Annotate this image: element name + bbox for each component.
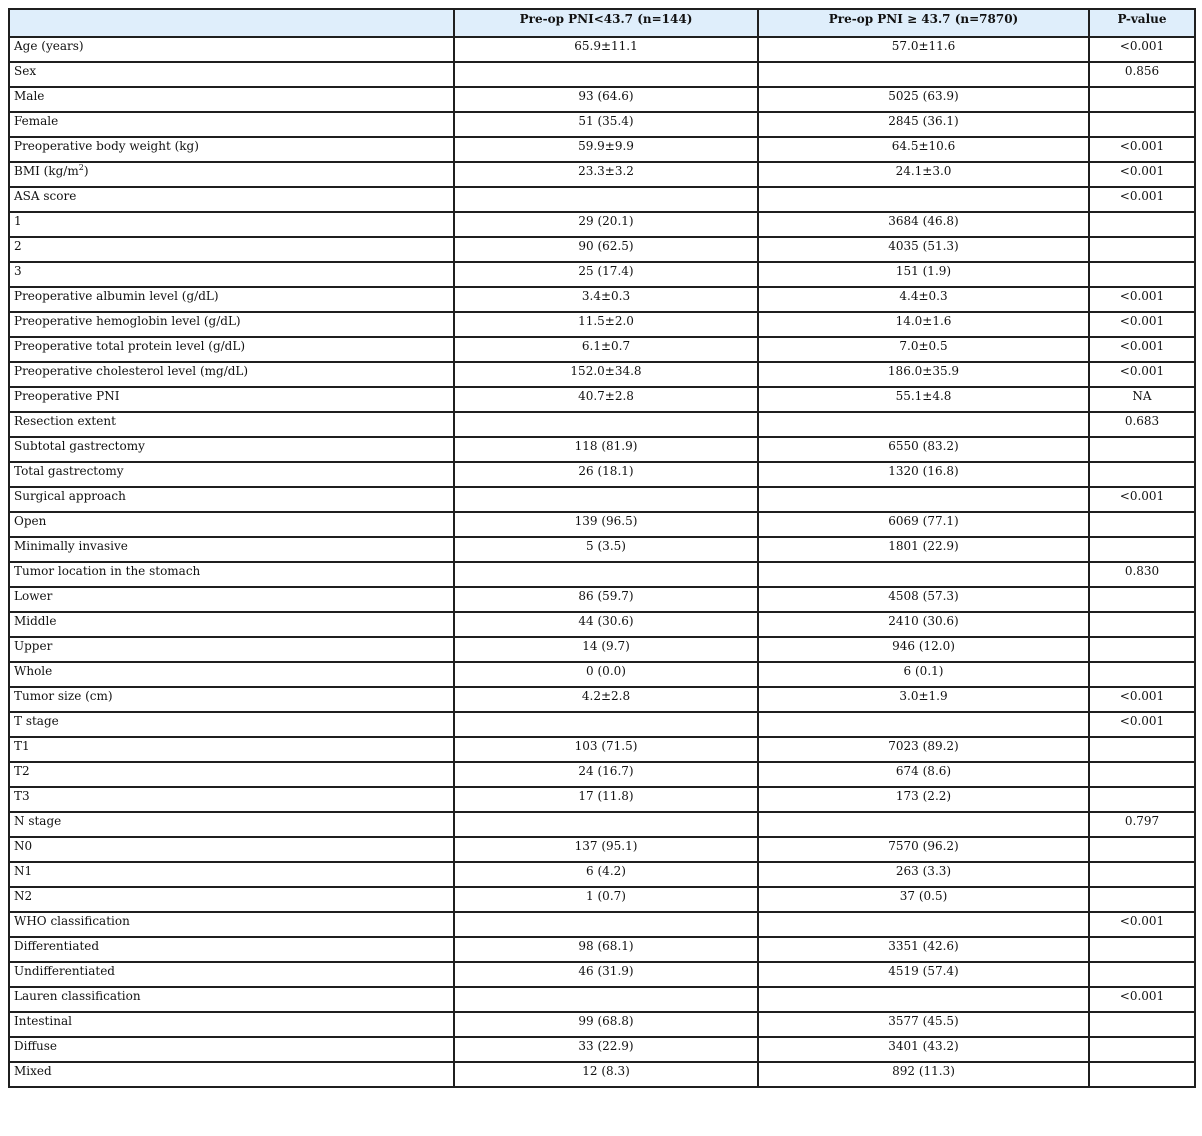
row-label-text: 3 (14, 264, 22, 278)
cell-pni-low: 118 (81.9) (454, 437, 758, 462)
table-row (9, 337, 1195, 362)
row-label (9, 487, 454, 512)
cell-p-value: 0.797 (1089, 812, 1195, 837)
table-row (9, 687, 1195, 712)
table-row (9, 312, 1195, 337)
table-header (9, 9, 1195, 37)
cell-pni-low: 24 (16.7) (454, 762, 758, 787)
table-row (9, 987, 1195, 1012)
row-label-text: Intestinal (14, 1014, 72, 1028)
cell-p-value: <0.001 (1089, 37, 1195, 62)
row-label-text: Surgical approach (14, 489, 126, 503)
table-row (9, 487, 1195, 512)
table-row (9, 562, 1195, 587)
cell-pni-low: 59.9±9.9 (454, 137, 758, 162)
table-row (9, 62, 1195, 87)
row-label-text: Female (14, 114, 59, 128)
cell-pni-high: 186.0±35.9 (758, 362, 1089, 387)
row-label (9, 937, 454, 962)
row-label-suffix: ) (83, 164, 89, 178)
cell-p-value: <0.001 (1089, 912, 1195, 937)
cell-pni-low (454, 712, 758, 737)
characteristics-table (8, 8, 1196, 1088)
table-container (8, 8, 1196, 1088)
row-label-text: Preoperative body weight (kg) (14, 139, 199, 153)
cell-pni-high: 4519 (57.4) (758, 962, 1089, 987)
table-row (9, 462, 1195, 487)
table-row (9, 87, 1195, 112)
cell-pni-high (758, 487, 1089, 512)
row-label-text: 1 (14, 214, 22, 228)
cell-pni-high: 3401 (43.2) (758, 1037, 1089, 1062)
table-row (9, 537, 1195, 562)
cell-pni-low: 44 (30.6) (454, 612, 758, 637)
cell-pni-low: 5 (3.5) (454, 537, 758, 562)
cell-pni-low (454, 912, 758, 937)
row-label-text: Middle (14, 614, 57, 628)
row-label (9, 337, 454, 362)
cell-pni-high: 1320 (16.8) (758, 462, 1089, 487)
table-row (9, 637, 1195, 662)
cell-pni-low: 65.9±11.1 (454, 37, 758, 62)
table-row (9, 612, 1195, 637)
row-label-text: T stage (14, 714, 59, 728)
cell-pni-low: 33 (22.9) (454, 1037, 758, 1062)
cell-pni-high: 7570 (96.2) (758, 837, 1089, 862)
row-label-text: Mixed (14, 1064, 52, 1078)
cell-pni-low: 98 (68.1) (454, 937, 758, 962)
row-label-text: Whole (14, 664, 53, 678)
cell-pni-high: 151 (1.9) (758, 262, 1089, 287)
row-label (9, 137, 454, 162)
cell-pni-high: 3577 (45.5) (758, 1012, 1089, 1037)
row-label (9, 312, 454, 337)
table-row (9, 787, 1195, 812)
table-row (9, 962, 1195, 987)
row-label (9, 87, 454, 112)
cell-p-value (1089, 262, 1195, 287)
cell-p-value (1089, 462, 1195, 487)
cell-p-value: <0.001 (1089, 362, 1195, 387)
row-label-text: Resection extent (14, 414, 116, 428)
cell-p-value (1089, 512, 1195, 537)
cell-pni-low (454, 412, 758, 437)
cell-pni-high: 6 (0.1) (758, 662, 1089, 687)
table-row (9, 437, 1195, 462)
table-row (9, 262, 1195, 287)
row-label-text: Sex (14, 64, 37, 78)
row-label-text: Diffuse (14, 1039, 57, 1053)
row-label-superscript: 2 (78, 163, 84, 172)
cell-pni-high: 5025 (63.9) (758, 87, 1089, 112)
cell-pni-high: 37 (0.5) (758, 887, 1089, 912)
cell-pni-low: 3.4±0.3 (454, 287, 758, 312)
cell-p-value: <0.001 (1089, 712, 1195, 737)
cell-pni-high: 24.1±3.0 (758, 162, 1089, 187)
row-label (9, 62, 454, 87)
row-label (9, 437, 454, 462)
row-label-text: Lauren classification (14, 989, 141, 1003)
cell-pni-low: 137 (95.1) (454, 837, 758, 862)
row-label-text: Differentiated (14, 939, 100, 953)
row-label (9, 737, 454, 762)
table-row (9, 762, 1195, 787)
table-row (9, 912, 1195, 937)
row-label (9, 387, 454, 412)
row-label-text: Open (14, 514, 47, 528)
cell-pni-high: 7023 (89.2) (758, 737, 1089, 762)
cell-pni-high: 3.0±1.9 (758, 687, 1089, 712)
cell-p-value (1089, 537, 1195, 562)
cell-p-value: NA (1089, 387, 1195, 412)
row-label-text: Preoperative cholesterol level (mg/dL) (14, 364, 249, 378)
cell-pni-low: 25 (17.4) (454, 262, 758, 287)
row-label (9, 637, 454, 662)
table-row (9, 412, 1195, 437)
row-label (9, 237, 454, 262)
table-row (9, 237, 1195, 262)
cell-pni-high: 55.1±4.8 (758, 387, 1089, 412)
row-label (9, 262, 454, 287)
cell-p-value (1089, 662, 1195, 687)
cell-p-value (1089, 887, 1195, 912)
cell-pni-low (454, 562, 758, 587)
row-label-text: Lower (14, 589, 53, 603)
row-label (9, 762, 454, 787)
cell-pni-low: 93 (64.6) (454, 87, 758, 112)
row-label-text: Subtotal gastrectomy (14, 439, 145, 453)
cell-p-value (1089, 637, 1195, 662)
cell-p-value (1089, 762, 1195, 787)
row-label (9, 812, 454, 837)
cell-p-value: <0.001 (1089, 312, 1195, 337)
cell-p-value (1089, 787, 1195, 812)
cell-p-value (1089, 862, 1195, 887)
cell-p-value (1089, 587, 1195, 612)
row-label (9, 687, 454, 712)
row-label-text: Upper (14, 639, 53, 653)
table-row (9, 37, 1195, 62)
cell-pni-low (454, 187, 758, 212)
row-label-text: T1 (14, 739, 30, 753)
cell-p-value: 0.830 (1089, 562, 1195, 587)
row-label (9, 837, 454, 862)
table-row (9, 362, 1195, 387)
row-label (9, 162, 454, 187)
cell-pni-high: 6069 (77.1) (758, 512, 1089, 537)
table-row (9, 1037, 1195, 1062)
cell-pni-low: 14 (9.7) (454, 637, 758, 662)
row-label (9, 362, 454, 387)
cell-pni-high (758, 712, 1089, 737)
cell-pni-low: 23.3±3.2 (454, 162, 758, 187)
table-row (9, 887, 1195, 912)
row-label-text: T3 (14, 789, 30, 803)
cell-pni-high (758, 412, 1089, 437)
row-label-text: BMI (kg/m (14, 164, 79, 178)
cell-p-value (1089, 87, 1195, 112)
row-label (9, 187, 454, 212)
table-row (9, 512, 1195, 537)
cell-pni-low: 12 (8.3) (454, 1062, 758, 1087)
cell-pni-high: 6550 (83.2) (758, 437, 1089, 462)
cell-pni-high: 14.0±1.6 (758, 312, 1089, 337)
cell-pni-high: 173 (2.2) (758, 787, 1089, 812)
cell-pni-low: 0 (0.0) (454, 662, 758, 687)
row-label-text: 2 (14, 239, 22, 253)
row-label-text: Preoperative albumin level (g/dL) (14, 289, 219, 303)
cell-pni-high: 892 (11.3) (758, 1062, 1089, 1087)
cell-pni-high (758, 812, 1089, 837)
cell-pni-high: 946 (12.0) (758, 637, 1089, 662)
table-body (9, 37, 1195, 1087)
row-label (9, 1037, 454, 1062)
cell-p-value (1089, 937, 1195, 962)
row-label (9, 912, 454, 937)
cell-pni-low: 6.1±0.7 (454, 337, 758, 362)
cell-p-value: 0.856 (1089, 62, 1195, 87)
cell-pni-high (758, 187, 1089, 212)
row-label-text: Preoperative total protein level (g/dL) (14, 339, 245, 353)
row-label (9, 512, 454, 537)
row-label (9, 612, 454, 637)
cell-p-value (1089, 212, 1195, 237)
row-label-text: Preoperative hemoglobin level (g/dL) (14, 314, 241, 328)
cell-p-value: <0.001 (1089, 162, 1195, 187)
cell-pni-high: 4.4±0.3 (758, 287, 1089, 312)
row-label (9, 212, 454, 237)
cell-p-value: <0.001 (1089, 137, 1195, 162)
cell-pni-high: 263 (3.3) (758, 862, 1089, 887)
cell-pni-low (454, 987, 758, 1012)
cell-p-value: <0.001 (1089, 987, 1195, 1012)
header-pni-high: Pre-op PNI ≥ 43.7 (n=7870) (758, 9, 1089, 37)
cell-pni-low: 1 (0.7) (454, 887, 758, 912)
table-row (9, 737, 1195, 762)
row-label-text: Tumor location in the stomach (14, 564, 201, 578)
cell-p-value (1089, 112, 1195, 137)
table-row (9, 1062, 1195, 1087)
row-label-text: Preoperative PNI (14, 389, 120, 403)
cell-pni-high: 64.5±10.6 (758, 137, 1089, 162)
table-row (9, 162, 1195, 187)
cell-p-value (1089, 437, 1195, 462)
table-row (9, 387, 1195, 412)
table-row (9, 812, 1195, 837)
row-label-text: N stage (14, 814, 62, 828)
row-label-text: Age (years) (14, 39, 84, 53)
cell-pni-high: 674 (8.6) (758, 762, 1089, 787)
cell-pni-low: 46 (31.9) (454, 962, 758, 987)
cell-pni-high: 3351 (42.6) (758, 937, 1089, 962)
cell-p-value: <0.001 (1089, 187, 1195, 212)
cell-pni-low: 11.5±2.0 (454, 312, 758, 337)
cell-pni-low: 4.2±2.8 (454, 687, 758, 712)
table-row (9, 187, 1195, 212)
cell-p-value (1089, 612, 1195, 637)
cell-p-value (1089, 1037, 1195, 1062)
cell-pni-low: 152.0±34.8 (454, 362, 758, 387)
cell-pni-high: 4508 (57.3) (758, 587, 1089, 612)
row-label (9, 712, 454, 737)
row-label-text: Total gastrectomy (14, 464, 124, 478)
cell-pni-low: 26 (18.1) (454, 462, 758, 487)
table-row (9, 137, 1195, 162)
cell-pni-low: 99 (68.8) (454, 1012, 758, 1037)
cell-pni-low (454, 812, 758, 837)
cell-p-value (1089, 1012, 1195, 1037)
cell-p-value: 0.683 (1089, 412, 1195, 437)
row-label (9, 587, 454, 612)
row-label (9, 1012, 454, 1037)
cell-pni-high: 4035 (51.3) (758, 237, 1089, 262)
cell-p-value: <0.001 (1089, 687, 1195, 712)
cell-pni-low (454, 487, 758, 512)
cell-pni-low: 86 (59.7) (454, 587, 758, 612)
table-row (9, 937, 1195, 962)
cell-pni-high (758, 912, 1089, 937)
cell-p-value (1089, 837, 1195, 862)
cell-p-value (1089, 737, 1195, 762)
cell-pni-high: 57.0±11.6 (758, 37, 1089, 62)
table-row (9, 712, 1195, 737)
header-p-value: P-value (1089, 9, 1195, 37)
row-label (9, 287, 454, 312)
row-label (9, 112, 454, 137)
table-row (9, 837, 1195, 862)
table-row (9, 587, 1195, 612)
cell-p-value (1089, 237, 1195, 262)
cell-pni-low: 29 (20.1) (454, 212, 758, 237)
cell-pni-high: 1801 (22.9) (758, 537, 1089, 562)
cell-pni-high (758, 562, 1089, 587)
row-label-text: T2 (14, 764, 30, 778)
cell-pni-low (454, 62, 758, 87)
table-row (9, 862, 1195, 887)
row-label-text: WHO classification (14, 914, 130, 928)
row-label (9, 537, 454, 562)
cell-pni-low: 6 (4.2) (454, 862, 758, 887)
cell-p-value: <0.001 (1089, 337, 1195, 362)
table-row (9, 112, 1195, 137)
row-label-text: N0 (14, 839, 33, 853)
row-label (9, 862, 454, 887)
cell-pni-high: 7.0±0.5 (758, 337, 1089, 362)
row-label (9, 412, 454, 437)
cell-pni-high: 2845 (36.1) (758, 112, 1089, 137)
cell-pni-low: 103 (71.5) (454, 737, 758, 762)
row-label-text: ASA score (14, 189, 77, 203)
row-label-text: Male (14, 89, 45, 103)
header-variable (9, 9, 454, 37)
row-label (9, 37, 454, 62)
cell-p-value (1089, 1062, 1195, 1087)
cell-p-value: <0.001 (1089, 287, 1195, 312)
cell-pni-low: 17 (11.8) (454, 787, 758, 812)
table-row (9, 287, 1195, 312)
table-row (9, 1012, 1195, 1037)
cell-p-value: <0.001 (1089, 487, 1195, 512)
cell-pni-low: 51 (35.4) (454, 112, 758, 137)
cell-pni-low: 139 (96.5) (454, 512, 758, 537)
row-label (9, 787, 454, 812)
row-label (9, 462, 454, 487)
row-label-text: Minimally invasive (14, 539, 128, 553)
table-row (9, 212, 1195, 237)
cell-pni-low: 40.7±2.8 (454, 387, 758, 412)
cell-pni-low: 90 (62.5) (454, 237, 758, 262)
row-label (9, 887, 454, 912)
header-row (9, 9, 1195, 37)
row-label (9, 1062, 454, 1087)
cell-pni-high: 3684 (46.8) (758, 212, 1089, 237)
row-label-text: N1 (14, 864, 33, 878)
row-label (9, 987, 454, 1012)
cell-pni-high (758, 62, 1089, 87)
row-label (9, 662, 454, 687)
row-label-text: Undifferentiated (14, 964, 115, 978)
header-pni-low: Pre-op PNI<43.7 (n=144) (454, 9, 758, 37)
row-label-text: Tumor size (cm) (14, 689, 113, 703)
cell-pni-high (758, 987, 1089, 1012)
row-label (9, 562, 454, 587)
row-label (9, 962, 454, 987)
cell-p-value (1089, 962, 1195, 987)
row-label-text: N2 (14, 889, 33, 903)
cell-pni-high: 2410 (30.6) (758, 612, 1089, 637)
table-row (9, 662, 1195, 687)
